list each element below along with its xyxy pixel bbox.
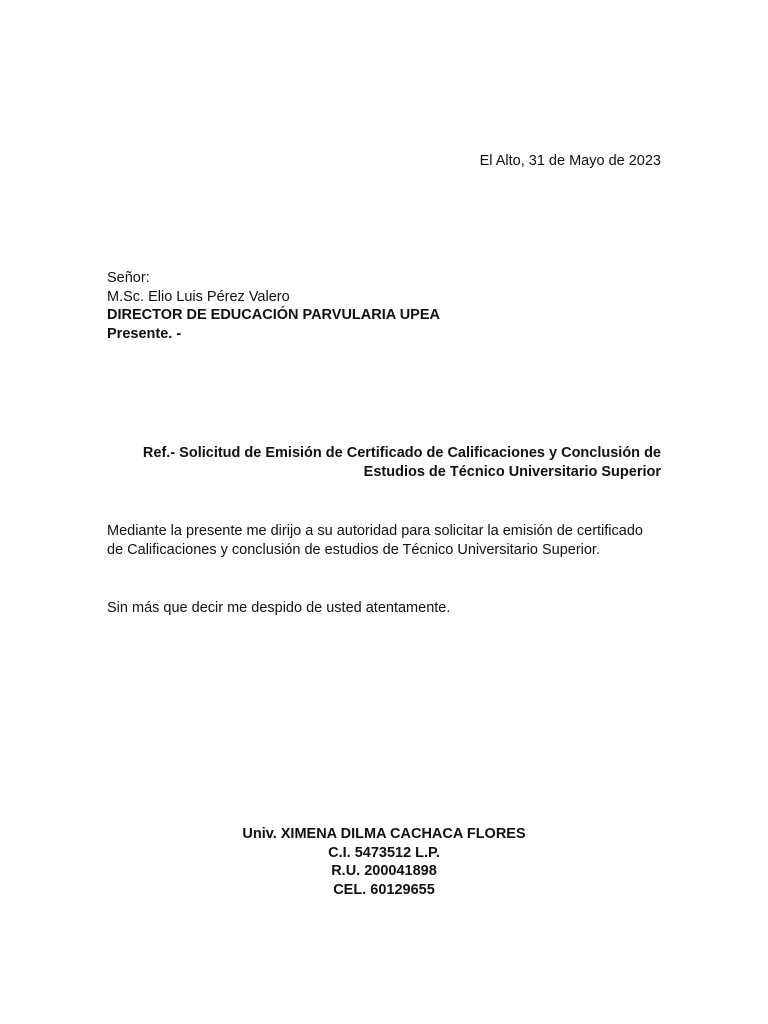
letter-date: El Alto, 31 de Mayo de 2023 [479, 153, 661, 169]
body-paragraph [107, 522, 667, 559]
signature-ru: R.U. 200041898 [331, 863, 437, 879]
signature-cel: CEL. 60129655 [333, 881, 435, 898]
closing-line: Sin más que decir me despido de usted atentamente. [107, 600, 451, 616]
reference-line-1: Ref.- Solicitud de Emisión de Certificado de Calificaciones y Conclusión de [142, 445, 661, 461]
recipient-title: DIRECTOR DE EDUCACIÓN PARVULARIA UPEA [107, 307, 440, 323]
recipient-presente: Presente. - [107, 325, 182, 342]
reference-line-2: Estudios de Técnico Universitario Superior [363, 463, 661, 480]
recipient-block [107, 269, 440, 343]
signature-block [0, 825, 768, 899]
signature-ci: C.I. 5473512 L.P. [328, 844, 440, 861]
recipient-salutation: Señor: [107, 270, 150, 286]
signature-name: Univ. XIMENA DILMA CACHACA FLORES [242, 826, 526, 842]
body-line-1: Mediante la presente me dirijo a su autoridad para solicitar la emisión de certificado [107, 523, 643, 539]
recipient-name: M.Sc. Elio Luis Pérez Valero [107, 288, 290, 305]
body-line-2: de Calificaciones y conclusión de estudios de Técnico Universitario Superior. [107, 541, 600, 558]
reference-block [101, 444, 661, 481]
